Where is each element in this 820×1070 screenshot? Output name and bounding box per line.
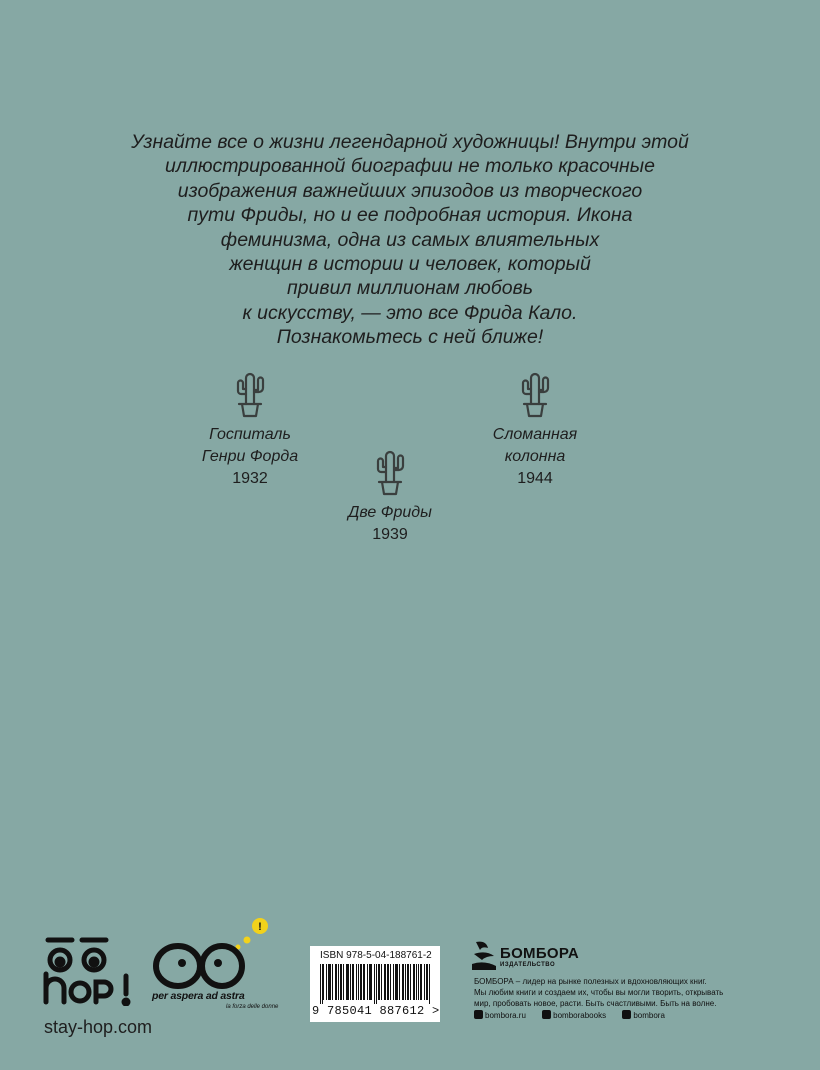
cactus-icon xyxy=(233,370,267,418)
painting-year: 1944 xyxy=(517,470,553,487)
isbn-label: ISBN 978-5-04-188761-2 xyxy=(320,950,432,961)
publisher-desc-line: БОМБОРА – лидер на рынке полезных и вдохновляющих книг. xyxy=(474,977,707,986)
painting-year: 1932 xyxy=(232,470,268,487)
blurb-line: привил миллионам любовь xyxy=(286,277,534,300)
painting-hospital-henry-ford xyxy=(190,370,310,490)
per-aspera-title: per aspera ad astra xyxy=(152,990,245,1002)
blurb-line: феминизма, одна из самых влиятельных xyxy=(220,228,600,251)
bombora-logo-icon xyxy=(472,940,496,970)
hop-site-link[interactable]: stay-hop.com xyxy=(44,1017,153,1037)
painting-year: 1939 xyxy=(372,526,408,543)
blurb-line: пути Фриды, но и ее подробная история. Икона xyxy=(187,204,633,227)
isbn-digits: 9 785041 887612 > xyxy=(312,1004,440,1018)
hop-logo xyxy=(42,936,138,1006)
social-vk[interactable]: bomborabooks xyxy=(542,1010,606,1020)
per-aspera-subtitle: la forza delle donne xyxy=(226,1004,279,1010)
painting-title: колонна xyxy=(504,448,566,465)
social-site[interactable]: bombora.ru xyxy=(474,1010,526,1020)
blurb-line: иллюстрированной биографии не только красочные xyxy=(165,155,655,178)
barcode-bars xyxy=(320,964,432,1004)
painting-title: Госпиталь xyxy=(209,426,291,443)
blurb-line: Познакомьтесь с ней ближе! xyxy=(276,326,544,349)
publisher-socials xyxy=(474,1010,679,1020)
painting-broken-column xyxy=(475,370,595,490)
painting-title: Генри Форда xyxy=(201,448,299,465)
publisher-description xyxy=(474,976,744,1009)
svg-text:!: ! xyxy=(258,921,262,933)
blurb-line: Узнайте все о жизни легендарной художницы! Внутри этой xyxy=(131,131,689,153)
blurb-line: к искусству, — это все Фрида Кало. xyxy=(242,301,578,324)
isbn-barcode xyxy=(310,946,440,1022)
vk-icon xyxy=(542,1010,551,1019)
painting-title: Две Фриды xyxy=(348,504,432,521)
telegram-icon xyxy=(622,1010,631,1019)
instagram-icon xyxy=(474,1010,483,1019)
publisher-sub: ИЗДАТЕЛЬСТВО xyxy=(500,962,556,968)
publisher-desc-line: Мы любим книги и создаем их, чтобы вы могли творить, открывать xyxy=(474,988,724,997)
social-telegram[interactable]: bombora xyxy=(622,1010,665,1020)
blurb-line: изображения важнейших эпизодов из творческого xyxy=(177,179,643,202)
publisher-desc-line: мир, пробовать новое, расти. Быть счастливыми. Быть на волне. xyxy=(474,999,717,1008)
painting-two-fridas xyxy=(330,448,450,546)
cactus-icon xyxy=(373,448,407,496)
painting-title: Сломанная xyxy=(492,426,578,443)
cactus-icon xyxy=(518,370,552,418)
publisher-name: БОМБОРА xyxy=(500,945,580,962)
blurb-line: женщин в истории и человек, который xyxy=(229,253,591,276)
back-cover-blurb xyxy=(80,130,740,350)
